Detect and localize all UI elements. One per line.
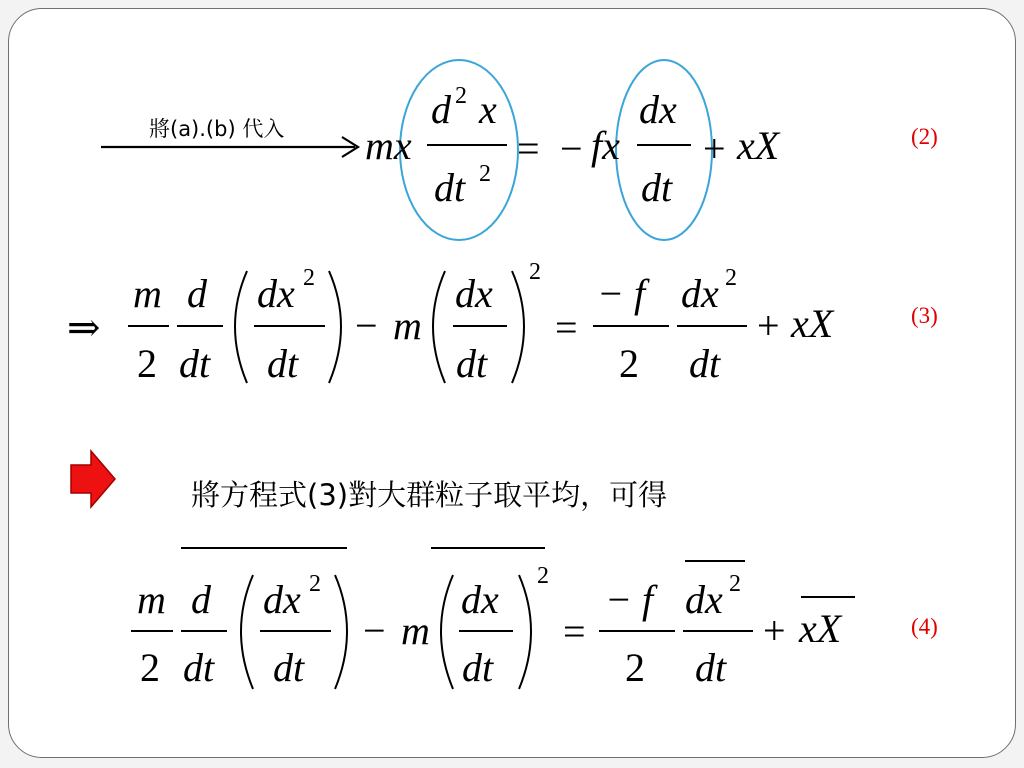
- eq3-plus: +: [757, 303, 780, 348]
- eq3-m: m: [133, 271, 162, 316]
- eq3-dt-b: dt: [456, 341, 488, 386]
- eq3-right-paren-1: [329, 271, 341, 383]
- eq4-m-b: m: [401, 608, 430, 653]
- eq3-dx-c-exponent: 2: [725, 265, 737, 291]
- eq4-xX: xX: [799, 606, 842, 651]
- eq4-dt-c: dt: [695, 645, 727, 690]
- eq4-right-paren-2: [519, 575, 531, 689]
- eq4-minus: −: [363, 608, 386, 653]
- eq3-xX: xX: [791, 301, 834, 346]
- eq3-dx-exponent: 2: [303, 265, 315, 291]
- eq3-square-exponent: 2: [529, 259, 541, 285]
- equation-number-3: (3): [911, 303, 938, 328]
- eq3-two-b: 2: [619, 341, 639, 386]
- eq4-left-paren-2: [441, 575, 453, 689]
- eq3-equals: =: [555, 305, 578, 350]
- eq3-right-paren-2: [512, 271, 524, 383]
- eq3-dx-b: dx: [455, 271, 493, 316]
- eq4-equals: =: [563, 609, 586, 654]
- eq4-right-paren-1: [335, 575, 347, 689]
- eq3-dt-c: dt: [689, 341, 721, 386]
- eq4-dx-b: dx: [461, 577, 499, 622]
- substitution-arrow: [101, 137, 358, 157]
- eq2-plus: +: [703, 126, 726, 171]
- eq2-lhs-coefficient: mx: [365, 123, 412, 168]
- eq4-two: 2: [140, 645, 160, 690]
- eq3-dx-a: dx: [257, 271, 295, 316]
- slide: [8, 8, 1016, 758]
- eq2-d-exponent: 2: [455, 83, 467, 109]
- eq2-d: d: [431, 87, 451, 132]
- eq4-dx-c: dx: [685, 577, 723, 622]
- eq3-dt-a: dt: [267, 341, 299, 386]
- eq2-dx: dx: [639, 87, 677, 132]
- equation-2: [9, 9, 1015, 249]
- substitution-arrow-label: 將(a).(b) 代入: [149, 117, 285, 141]
- averaging-statement: 將方程式(3)對大群粒子取平均，可得: [191, 478, 668, 512]
- eq4-dt-a: dt: [273, 645, 305, 690]
- equation-number-4: (4): [911, 614, 938, 639]
- eq4-left-paren-1: [241, 575, 253, 689]
- eq4-two-b: 2: [625, 645, 645, 690]
- eq2-dt: dt: [434, 165, 466, 210]
- eq4-dx-a: dx: [263, 577, 301, 622]
- eq4-m: m: [137, 577, 166, 622]
- eq4-plus: +: [763, 608, 786, 653]
- eq4-neg-f: − f: [605, 577, 654, 622]
- eq4-square-exponent: 2: [537, 563, 549, 589]
- eq2-equals: =: [517, 126, 540, 171]
- eq3-implies: ⇒: [67, 305, 101, 350]
- eq4-dx-c-exponent: 2: [729, 571, 741, 597]
- equation-4: [9, 539, 1015, 709]
- eq3-neg-f: − f: [597, 271, 646, 316]
- eq3-dt: dt: [179, 341, 211, 386]
- red-right-arrow-icon: [69, 449, 117, 509]
- eq2-x: x: [479, 87, 497, 132]
- eq3-m-b: m: [393, 303, 422, 348]
- eq3-left-paren-1: [235, 271, 247, 383]
- eq4-dt-b: dt: [462, 645, 494, 690]
- eq2-last-term: xX: [737, 123, 780, 168]
- eq3-d: d: [187, 271, 207, 316]
- eq3-two: 2: [137, 341, 157, 386]
- eq2-rhs-dt: dt: [641, 165, 673, 210]
- equation-number-2: (2): [911, 124, 938, 149]
- eq3-minus: −: [355, 303, 378, 348]
- equation-3: [9, 249, 1015, 409]
- eq3-left-paren-2: [433, 271, 445, 383]
- eq4-d: d: [191, 577, 211, 622]
- eq2-dt-exponent: 2: [479, 161, 491, 187]
- eq2-minus: −: [560, 126, 583, 171]
- eq4-dx-exponent: 2: [309, 571, 321, 597]
- eq3-dx-c: dx: [681, 271, 719, 316]
- eq4-dt: dt: [183, 645, 215, 690]
- eq2-rhs-coefficient: fx: [591, 123, 620, 168]
